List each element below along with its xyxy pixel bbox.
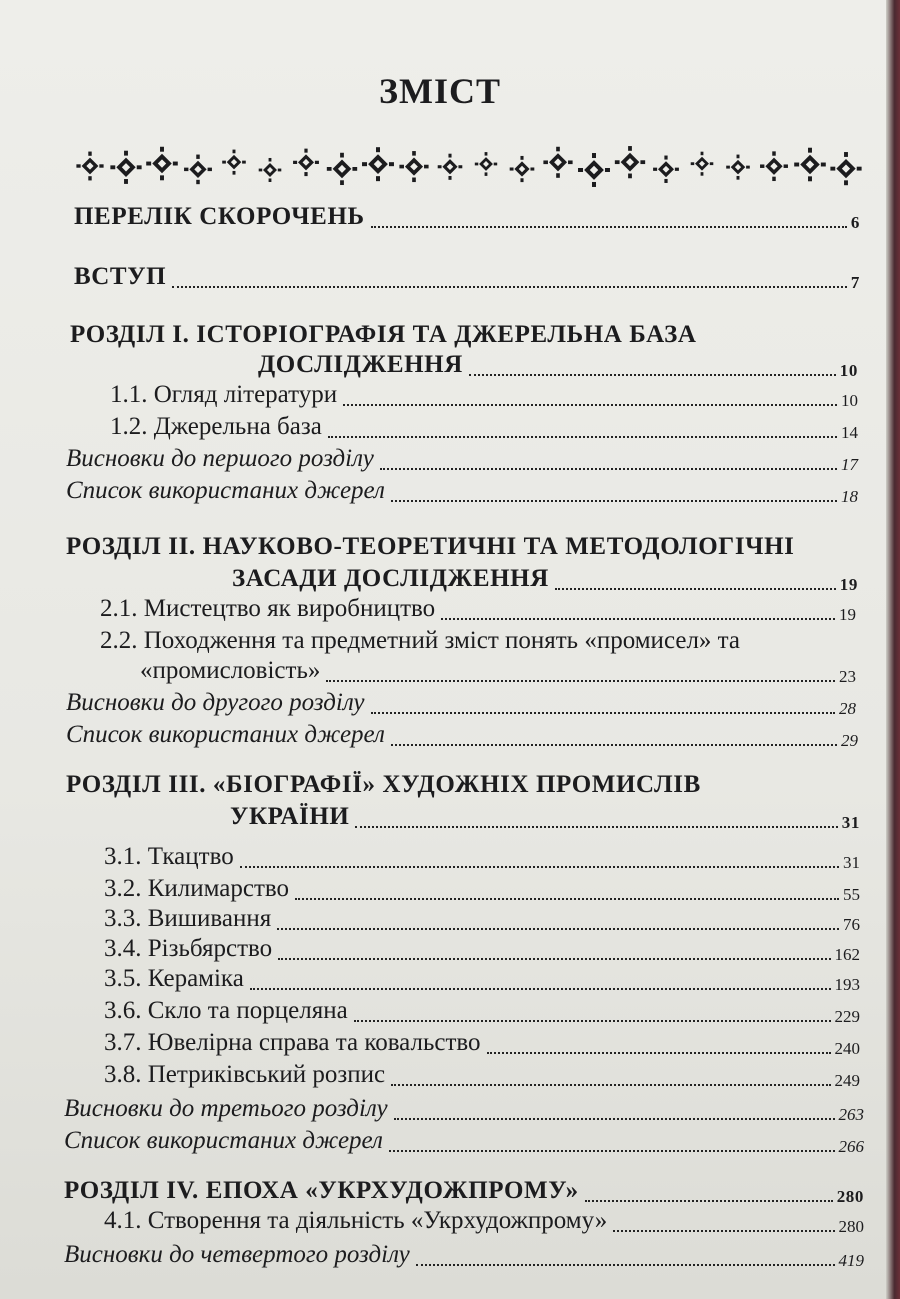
toc-entry-title: ВСТУП (74, 263, 167, 290)
dot-leader (172, 284, 847, 288)
toc-entry-title: Список використаних джерел (64, 1127, 383, 1154)
toc-entry (64, 1094, 864, 1124)
dot-leader (326, 678, 835, 682)
toc-entry-title: 1.2. Джерельна база (110, 413, 322, 440)
toc-entry-title: Висновки до другого розділу (66, 689, 365, 716)
dot-leader (555, 586, 836, 590)
dot-leader (354, 1018, 831, 1022)
toc-page-number: 263 (838, 1105, 864, 1124)
toc-entry (66, 720, 858, 750)
toc-entry-title: Список використаних джерел (66, 477, 385, 504)
toc-entry (230, 802, 860, 832)
toc-page-number: 249 (834, 1071, 860, 1090)
toc-entry-title: УКРАЇНИ (230, 803, 350, 830)
toc-entry-title: РОЗДІЛ ІІІ. «БІОГРАФІЇ» ХУДОЖНІХ ПРОМИСЛІВ (66, 771, 701, 798)
toc-entry-title: РОЗДІЛ І. ІСТОРІОГРАФІЯ ТА ДЖЕРЕЛЬНА БАЗА (70, 321, 697, 348)
toc-entry (110, 412, 858, 442)
toc-page-number: 266 (838, 1137, 864, 1156)
dot-leader (240, 864, 839, 868)
toc-page-number: 240 (834, 1039, 860, 1058)
toc-page-number: 17 (841, 455, 858, 474)
toc-entry (104, 874, 860, 904)
dot-leader (328, 434, 837, 438)
toc-page-number: 14 (841, 423, 858, 442)
toc-entry-title: ПЕРЕЛІК СКОРОЧЕНЬ (74, 203, 365, 230)
toc-page-number: 10 (839, 361, 858, 380)
toc-page-number: 6 (850, 213, 860, 232)
toc-entry (66, 444, 858, 474)
toc-page-number: 7 (850, 273, 860, 292)
toc-entry (66, 476, 858, 506)
dot-leader (380, 466, 837, 470)
dot-leader (277, 926, 839, 930)
toc-entry-title: Список використаних джерел (66, 721, 385, 748)
dot-leader (469, 372, 836, 376)
dot-leader (389, 1148, 835, 1152)
toc-page-number: 10 (841, 391, 858, 410)
toc-page-number: 18 (841, 487, 858, 506)
toc-entry-title: 3.5. Кераміка (104, 965, 244, 992)
dot-leader (394, 1116, 835, 1120)
toc-entry (64, 1176, 864, 1206)
toc-entry-title: Висновки до третього розділу (64, 1095, 388, 1122)
toc-entry (66, 770, 858, 800)
toc-entry-title: «промисловість» (140, 657, 321, 684)
dot-leader (343, 402, 837, 406)
toc-entry-title: ДОСЛІДЖЕННЯ (258, 351, 463, 378)
toc-page-number: 19 (839, 605, 856, 624)
toc-entry-title: 3.2. Килимарство (104, 875, 290, 902)
toc-page-number: 28 (839, 699, 856, 718)
dot-leader (355, 824, 837, 828)
toc-entry (104, 1060, 860, 1090)
toc-page-number: 29 (841, 731, 858, 750)
dot-leader (487, 1050, 831, 1054)
toc-entry-title: 3.6. Скло та порцеляна (104, 997, 348, 1024)
toc-entry (140, 656, 856, 686)
toc-page-number: 76 (843, 915, 860, 934)
toc-entry (66, 688, 856, 718)
toc-page-number: 280 (838, 1217, 864, 1236)
dot-leader (371, 224, 847, 228)
toc-entry (104, 904, 860, 934)
toc-entry-title: Висновки до першого розділу (66, 445, 374, 472)
page-title: ЗМІСТ (379, 71, 501, 111)
toc-page-number: 55 (843, 885, 860, 904)
toc-entry (232, 564, 858, 594)
toc-entry-title: 3.3. Вишивання (104, 905, 272, 932)
toc-entry (104, 1028, 860, 1058)
toc-entry-title: 2.2. Походження та предметний зміст понять «промисел» та (100, 627, 740, 654)
dot-leader (585, 1198, 833, 1202)
dot-leader (295, 896, 839, 900)
dot-leader (441, 616, 835, 620)
toc-entry (100, 594, 856, 624)
toc-entry (66, 532, 858, 562)
toc-entry (104, 1206, 864, 1236)
toc-entry (100, 626, 856, 656)
toc-entry-title: 3.7. Ювелірна справа та ковальство (104, 1029, 481, 1056)
toc-entry (64, 1240, 864, 1270)
toc-entry-title: 3.8. Петриківський розпис (104, 1061, 386, 1088)
toc-entry-title: РОЗДІЛ ІІ. НАУКОВО-ТЕОРЕТИЧНІ ТА МЕТОДОЛОГІЧНІ (66, 533, 795, 560)
toc-page-number: 280 (836, 1187, 864, 1206)
toc-entry-title: 4.1. Створення та діяльність «Укрхудожпрому» (104, 1207, 608, 1234)
toc-entry-title: 2.1. Мистецтво як виробництво (100, 595, 436, 622)
dot-leader (250, 986, 831, 990)
toc-page-number: 193 (834, 975, 860, 994)
toc-entry (74, 262, 860, 292)
toc-entry (104, 996, 860, 1026)
dot-leader (278, 956, 830, 960)
toc-entry (104, 964, 860, 994)
toc-entry (110, 380, 858, 410)
toc-entry (104, 934, 860, 964)
toc-entry-title: 1.1. Огляд літератури (110, 381, 338, 408)
dot-leader (391, 742, 837, 746)
toc-entry (104, 842, 860, 872)
toc-entry-title: ЗАСАДИ ДОСЛІДЖЕННЯ (232, 565, 549, 592)
toc-entry (70, 320, 862, 350)
dot-leader (391, 1082, 830, 1086)
toc-page-number: 419 (838, 1251, 864, 1270)
toc-page-number: 31 (841, 813, 860, 832)
dot-leader (391, 498, 837, 502)
dot-leader (371, 710, 836, 714)
toc-page-number: 229 (834, 1007, 860, 1026)
toc-page-number: 162 (834, 945, 860, 964)
dot-leader (613, 1228, 834, 1232)
toc-entry (64, 1126, 864, 1156)
toc-entry-title: 3.4. Різьбярство (104, 935, 273, 962)
toc-page-number: 31 (843, 853, 860, 872)
toc-entry (74, 202, 860, 232)
toc-entry-title: РОЗДІЛ IV. ЕПОХА «УКРХУДОЖПРОМУ» (64, 1177, 579, 1204)
toc-entry (258, 350, 858, 380)
toc-entry-title: Висновки до четвертого розділу (64, 1241, 410, 1268)
toc-entry-title: 3.1. Ткацтво (104, 843, 234, 870)
dot-leader (416, 1262, 835, 1266)
toc-page-number: 23 (839, 667, 856, 686)
toc-page-number: 19 (839, 575, 858, 594)
